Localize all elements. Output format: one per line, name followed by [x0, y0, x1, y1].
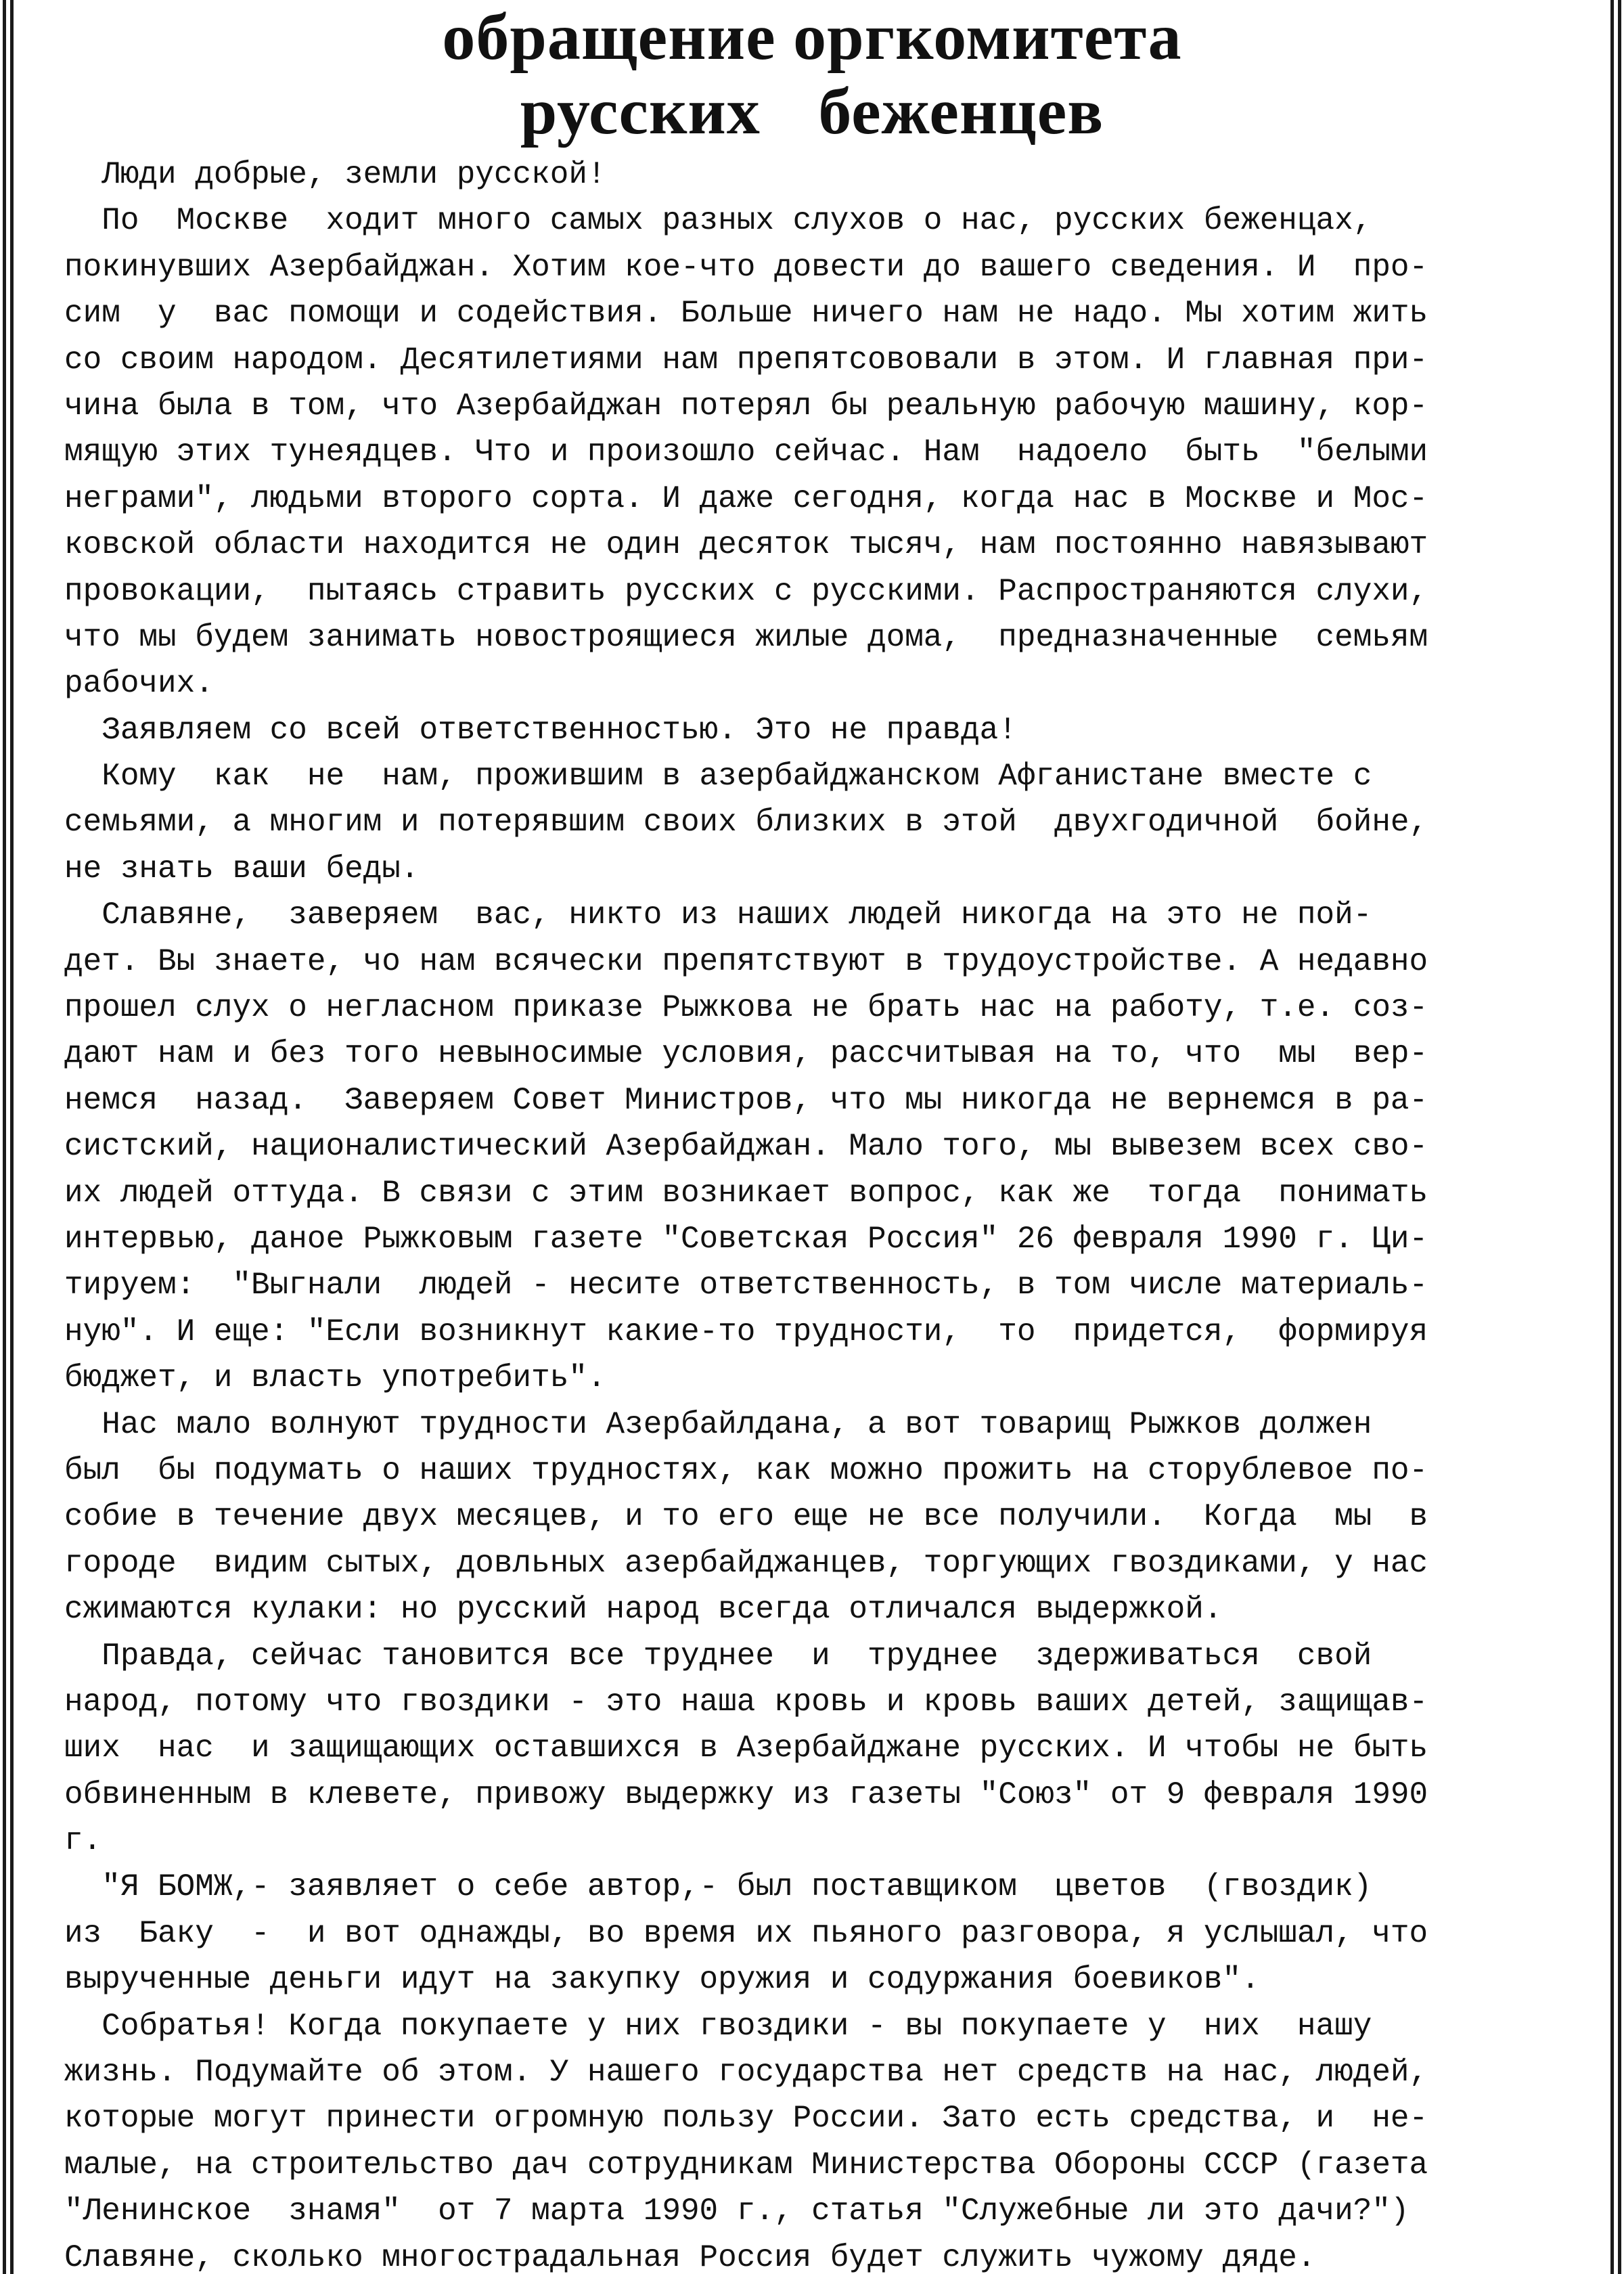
body-text-line: что мы будем занимать новостроящиеся жилые дома, предназначенные семьям — [64, 619, 1428, 655]
body-text-line: прошел слух о негласном приказе Рыжкова не брать нас на работу, т.е. соз- — [64, 990, 1428, 1026]
body-text-line: из Баку - и вот однажды, во время их пьяного разговора, я услышал, что — [64, 1915, 1428, 1951]
body-text-line: ную". И еще: "Если возникнут какие-то трудности, то придется, формируя — [64, 1314, 1428, 1350]
body-text-line: народ, потому что гвоздики - это наша кровь и кровь ваших детей, защищав- — [64, 1684, 1428, 1720]
right-border-inner-rule — [1610, 0, 1614, 2274]
body-text-line: сим у вас помощи и содействия. Больше ничего нам не надо. Мы хотим жить — [64, 296, 1428, 332]
body-text-line: дет. Вы знаете, чо нам всячески препятствуют в трудоустройстве. А недавно — [64, 943, 1428, 979]
body-text-line: собие в течение двух месяцев, и то его еще не все получили. Когда мы в — [64, 1499, 1428, 1535]
left-border-inner-rule — [10, 0, 14, 2274]
body-text-line: дают нам и без того невыносимые условия, рассчитывая на то, что мы вер- — [64, 1036, 1428, 1072]
body-text-line: провокации, пытаясь стравить русских с русскими. Распространяются слухи, — [64, 573, 1428, 609]
body-text-line: не знать ваши беды. — [64, 851, 420, 887]
body-text-line: обвиненным в клевете, привожу выдержку из газеты "Союз" от 9 февраля 1990 — [64, 1777, 1428, 1812]
body-text-line: Люди добрые, земли русской! — [64, 157, 606, 192]
body-text-line: малые, на строительство дач сотрудникам Министерства Обороны СССР (газета — [64, 2147, 1428, 2183]
body-text-line: их людей оттуда. В связи с этим возникает вопрос, как же тогда понимать — [64, 1175, 1428, 1211]
body-text-line: которые могут принести огромную пользу России. Зато есть средства, и не- — [64, 2101, 1428, 2137]
body-text-line: бюджет, и власть употребить". — [64, 1360, 606, 1396]
body-text-line: городе видим сытых, довльных азербайджанцев, торгующих гвоздиками, у нас — [64, 1545, 1428, 1581]
body-text-line: Нас мало волнуют трудности Азербайлдана, а вот товарищ Рыжков должен — [64, 1406, 1372, 1442]
body-text-line: интервью, даное Рыжковым газете "Советская Россия" 26 февраля 1990 г. Ци- — [64, 1221, 1428, 1257]
document-body-text — [64, 152, 1566, 2274]
body-text-line: рабочих. — [64, 666, 214, 702]
body-text-line: со своим народом. Десятилетиями нам препятсововали в этом. И главная при- — [64, 342, 1428, 378]
body-text-line: Собратья! Когда покупаете у них гвоздики - вы покупаете у них нашу — [64, 2008, 1372, 2044]
body-text-line: сжимаются кулаки: но русский народ всегда отличался выдержкой. — [64, 1592, 1223, 1628]
body-text-line: покинувших Азербайджан. Хотим кое-что довести до вашего сведения. И про- — [64, 249, 1428, 285]
body-text-line: жизнь. Подумайте об этом. У нашего государства нет средств на нас, людей, — [64, 2055, 1428, 2091]
body-text-line: "Я БОМЖ,- заявляет о себе автор,- был поставщиком цветов (гвоздик) — [64, 1869, 1372, 1905]
body-text-line: "Ленинское знамя" от 7 марта 1990 г., статья "Служебные ли это дачи?") — [64, 2193, 1409, 2229]
body-text-line: Славяне, заверяем вас, никто из наших людей никогда на это не пой- — [64, 897, 1372, 933]
body-text-line: ковской области находится не один десяток тысяч, нам постоянно навязывают — [64, 527, 1428, 563]
body-text-line: был бы подумать о наших трудностях, как можно прожить на сторублевое по- — [64, 1452, 1428, 1488]
body-text-line: систский, националистический Азербайджан. Мало того, мы вывезем всех сво- — [64, 1129, 1428, 1165]
body-text-line: тируем: "Выгнали людей - несите ответственность, в том числе материаль- — [64, 1268, 1428, 1303]
body-text-line: немся назад. Заверяем Совет Министров, что мы никогда не вернемся в ра- — [64, 1082, 1428, 1118]
document-title-line-2: русских беженцев — [520, 75, 1104, 148]
body-text-line: г. — [64, 1823, 102, 1859]
body-text-line: Славяне, сколько многострадальная Россия будет служить чужому дяде. — [64, 2239, 1316, 2274]
body-text-line: Правда, сейчас тановится все труднее и труднее здерживаться свой — [64, 1638, 1372, 1674]
body-text-line: семьями, а многим и потерявшим своих близких в этой двухгодичной бойне, — [64, 805, 1428, 841]
body-text-line: неграми", людьми второго сорта. И даже сегодня, когда нас в Москве и Мос- — [64, 481, 1428, 516]
body-text-line: чина была в том, что Азербайджан потерял бы реальную рабочую машину, кор- — [64, 388, 1428, 424]
body-text-line: По Москве ходит много самых разных слухов о нас, русских беженцах, — [64, 203, 1372, 239]
left-border-outer-rule — [3, 0, 6, 2274]
body-text-line: Кому как не нам, прожившим в азербайджанском Афганистане вместе с — [64, 759, 1372, 795]
document-title-line-1: обращение оргкомитета — [442, 1, 1182, 74]
body-text-line: вырученные деньги идут на закупку оружия и содуржания боевиков". — [64, 1962, 1260, 1998]
body-text-line: Заявляем со всей ответственностью. Это не правда! — [64, 712, 1017, 748]
body-text-line: мящую этих тунеядцев. Что и произошло сейчас. Нам надоело быть "белыми — [64, 434, 1428, 470]
body-text-line: ших нас и защищающих оставшихся в Азербайджане русских. И чтобы не быть — [64, 1731, 1428, 1766]
right-border-outer-rule — [1618, 0, 1621, 2274]
